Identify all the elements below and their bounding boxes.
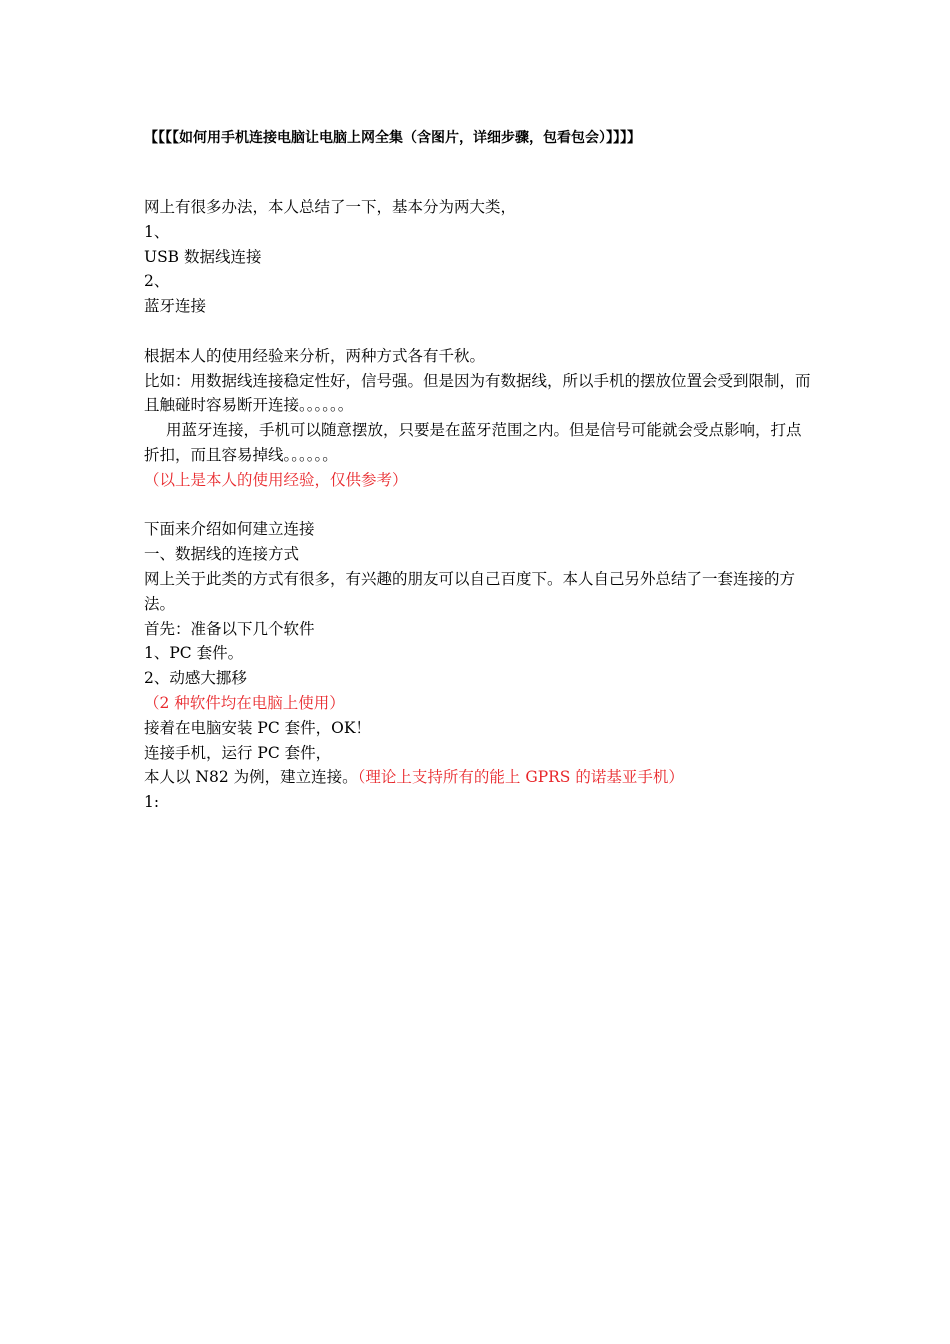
prep-line: 首先：准备以下几个软件 [144, 619, 315, 638]
blank-line [144, 493, 814, 518]
intro-item1-text: USB 数据线连接 [144, 247, 262, 266]
analysis-bluetooth-paragraph: 用蓝牙连接，手机可以随意摆放，只要是在蓝牙范围之内。但是信号可能就会受点影响，打点折扣，而且容易掉线。。。。。。 [144, 421, 802, 464]
document-title: 【【【【如何用手机连接电脑让电脑上网全集（含图片，详细步骤，包看包会）】】】】 [144, 130, 641, 146]
intro-item2-number: 2、 [144, 272, 170, 291]
software-item-2: 2、动感大挪移 [144, 669, 247, 688]
analysis-usb-paragraph: 比如：用数据线连接稳定性好，信号强。但是因为有数据线，所以手机的摆放位置会受到限制，而且触碰时容易断开连接。。。。。。 [144, 371, 811, 415]
intro-item2-text: 蓝牙连接 [144, 297, 207, 316]
blank-line [144, 319, 814, 344]
install-line: 接着在电脑安装 PC 套件，OK！ [144, 718, 371, 737]
example-text: 本人以 N82 为例，建立连接。 [144, 768, 358, 787]
intro-item1-number: 1、 [144, 222, 170, 241]
intro-line: 网上有很多办法，本人总结了一下，基本分为两大类， [144, 198, 517, 216]
cable-paragraph: 网上关于此类的方式有很多，有兴趣的朋友可以自己百度下。本人自己另外总结了一套连接的方法。 [144, 569, 796, 613]
connect-line: 连接手机，运行 PC 套件， [144, 743, 332, 762]
example-line [144, 765, 814, 790]
step-1-label: 1: [144, 793, 160, 812]
example-note: （理论上支持所有的能上 GPRS 的诺基亚手机） [357, 768, 684, 787]
document-body [144, 195, 814, 815]
analysis-intro: 根据本人的使用经验来分析，两种方式各有千秋。 [144, 346, 486, 365]
software-note: （2 种软件均在电脑上使用） [144, 693, 345, 712]
section-heading-cable: 一、数据线的连接方式 [144, 545, 300, 564]
analysis-note: （以上是本人的使用经验，仅供参考） [144, 470, 408, 489]
software-item-1: 1、PC 套件。 [144, 644, 244, 663]
howto-intro: 下面来介绍如何建立连接 [144, 520, 315, 539]
